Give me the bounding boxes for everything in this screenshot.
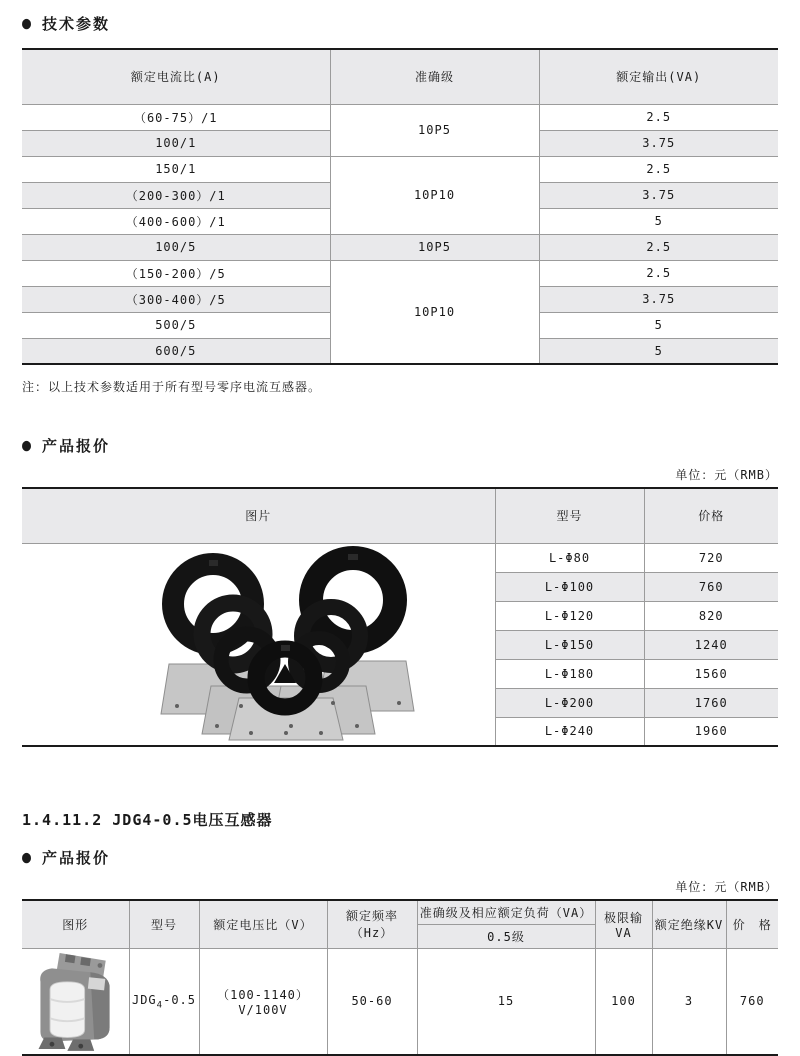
product-photo-cell bbox=[22, 948, 129, 1055]
price-cell: 760 bbox=[726, 948, 778, 1055]
table-header-row bbox=[22, 49, 778, 104]
price-cell: 1760 bbox=[644, 688, 778, 717]
document-page bbox=[22, 13, 778, 1056]
accuracy-load-cell: 15 bbox=[417, 948, 595, 1055]
table-header-row bbox=[22, 900, 778, 924]
ratio-cell: 100/5 bbox=[22, 234, 330, 260]
model-prefix: JDG bbox=[131, 992, 157, 1007]
ratio-cell: （150-200）/5 bbox=[22, 260, 330, 286]
ratio-cell: （200-300）/1 bbox=[22, 182, 330, 208]
insulation-cell: 3 bbox=[652, 948, 726, 1055]
header-current-ratio: 额定电流比(A) bbox=[22, 49, 330, 104]
price-cell: 820 bbox=[644, 601, 778, 630]
ratio-cell: 150/1 bbox=[22, 156, 330, 182]
accuracy-cell: 10P10 bbox=[330, 156, 539, 234]
section-tech-heading bbox=[22, 13, 778, 34]
ratio-cell: 500/5 bbox=[22, 312, 330, 338]
output-cell: 3.75 bbox=[539, 130, 778, 156]
table-row bbox=[22, 234, 778, 260]
price-cell: 1240 bbox=[644, 630, 778, 659]
frequency-cell: 50-60 bbox=[327, 948, 417, 1055]
section-pricing1-title: 产品报价 bbox=[42, 437, 111, 455]
price-cell: 760 bbox=[644, 572, 778, 601]
section-pricing1-heading bbox=[22, 435, 778, 456]
ratio-cell: 600/5 bbox=[22, 338, 330, 364]
model-subscript: 4 bbox=[156, 999, 164, 1010]
model-cell: L-Φ80 bbox=[495, 543, 644, 572]
table-header-row bbox=[22, 488, 778, 543]
table-row bbox=[22, 260, 778, 286]
header-insulation: 额定绝缘KV bbox=[652, 900, 726, 948]
section-pricing2-heading bbox=[22, 847, 778, 868]
output-cell: 2.5 bbox=[539, 234, 778, 260]
model-cell: L-Φ150 bbox=[495, 630, 644, 659]
accuracy-cell: 10P10 bbox=[330, 260, 539, 364]
ratio-cell: （60-75）/1 bbox=[22, 104, 330, 130]
section-tech-title: 技术参数 bbox=[42, 15, 111, 33]
table-row bbox=[22, 948, 778, 1055]
model-cell bbox=[129, 948, 199, 1055]
jdg-section-heading: 1.4.11.2 JDG4-0.5电压互感器 bbox=[22, 811, 273, 829]
tech-parameters-table bbox=[22, 48, 778, 365]
header-accuracy-load: 准确级及相应额定负荷（VA） bbox=[417, 900, 595, 924]
model-suffix: -0.5 bbox=[163, 992, 196, 1007]
unit-label: 单位：元（RMB） bbox=[675, 468, 778, 482]
model-cell: L-Φ180 bbox=[495, 659, 644, 688]
pricing-table-rings bbox=[22, 487, 778, 747]
header-frequency: 额定频率（Hz） bbox=[327, 900, 417, 948]
price-cell: 1560 bbox=[644, 659, 778, 688]
output-cell: 2.5 bbox=[539, 260, 778, 286]
model-cell: L-Φ240 bbox=[495, 717, 644, 746]
output-cell: 3.75 bbox=[539, 286, 778, 312]
voltage-ratio-cell: （100-1140）V/100V bbox=[199, 948, 327, 1055]
ct-rings-photo bbox=[121, 546, 451, 742]
output-cell: 2.5 bbox=[539, 104, 778, 130]
ratio-cell: 100/1 bbox=[22, 130, 330, 156]
header-figure: 图形 bbox=[22, 900, 129, 948]
section-bullet-icon: ● bbox=[22, 434, 34, 456]
section-bullet-icon: ● bbox=[22, 12, 34, 34]
section-bullet-icon: ● bbox=[22, 846, 34, 868]
model-cell: L-Φ120 bbox=[495, 601, 644, 630]
header-rated-output: 额定输出(VA) bbox=[539, 49, 778, 104]
output-cell: 3.75 bbox=[539, 182, 778, 208]
output-cell: 5 bbox=[539, 312, 778, 338]
table-row bbox=[22, 104, 778, 130]
header-price: 价 格 bbox=[726, 900, 778, 948]
header-model: 型号 bbox=[129, 900, 199, 948]
header-limit-output: 极限输VA bbox=[595, 900, 652, 948]
product-photo-cell bbox=[22, 543, 495, 746]
header-voltage-ratio: 额定电压比（V） bbox=[199, 900, 327, 948]
ratio-cell: （400-600）/1 bbox=[22, 208, 330, 234]
jdg-transformer-illustration bbox=[27, 949, 123, 1053]
section-pricing2-title: 产品报价 bbox=[42, 849, 111, 867]
table-row bbox=[22, 543, 778, 572]
accuracy-cell: 10P5 bbox=[330, 104, 539, 156]
accuracy-cell: 10P5 bbox=[330, 234, 539, 260]
tech-note: 注：以上技术参数适用于所有型号零序电流互感器。 bbox=[22, 380, 322, 394]
limit-output-cell: 100 bbox=[595, 948, 652, 1055]
header-accuracy-class: 准确级 bbox=[330, 49, 539, 104]
output-cell: 2.5 bbox=[539, 156, 778, 182]
ratio-cell: （300-400）/5 bbox=[22, 286, 330, 312]
header-accuracy-class: 0.5级 bbox=[417, 924, 595, 948]
output-cell: 5 bbox=[539, 338, 778, 364]
header-price: 价格 bbox=[644, 488, 778, 543]
jdg-pricing-table bbox=[22, 899, 778, 1056]
header-picture: 图片 bbox=[22, 488, 495, 543]
price-cell: 1960 bbox=[644, 717, 778, 746]
output-cell: 5 bbox=[539, 208, 778, 234]
ct-rings-illustration bbox=[121, 546, 451, 742]
model-cell: L-Φ200 bbox=[495, 688, 644, 717]
header-model: 型号 bbox=[495, 488, 644, 543]
unit-label: 单位：元（RMB） bbox=[675, 880, 778, 894]
table-row bbox=[22, 156, 778, 182]
price-cell: 720 bbox=[644, 543, 778, 572]
model-cell: L-Φ100 bbox=[495, 572, 644, 601]
